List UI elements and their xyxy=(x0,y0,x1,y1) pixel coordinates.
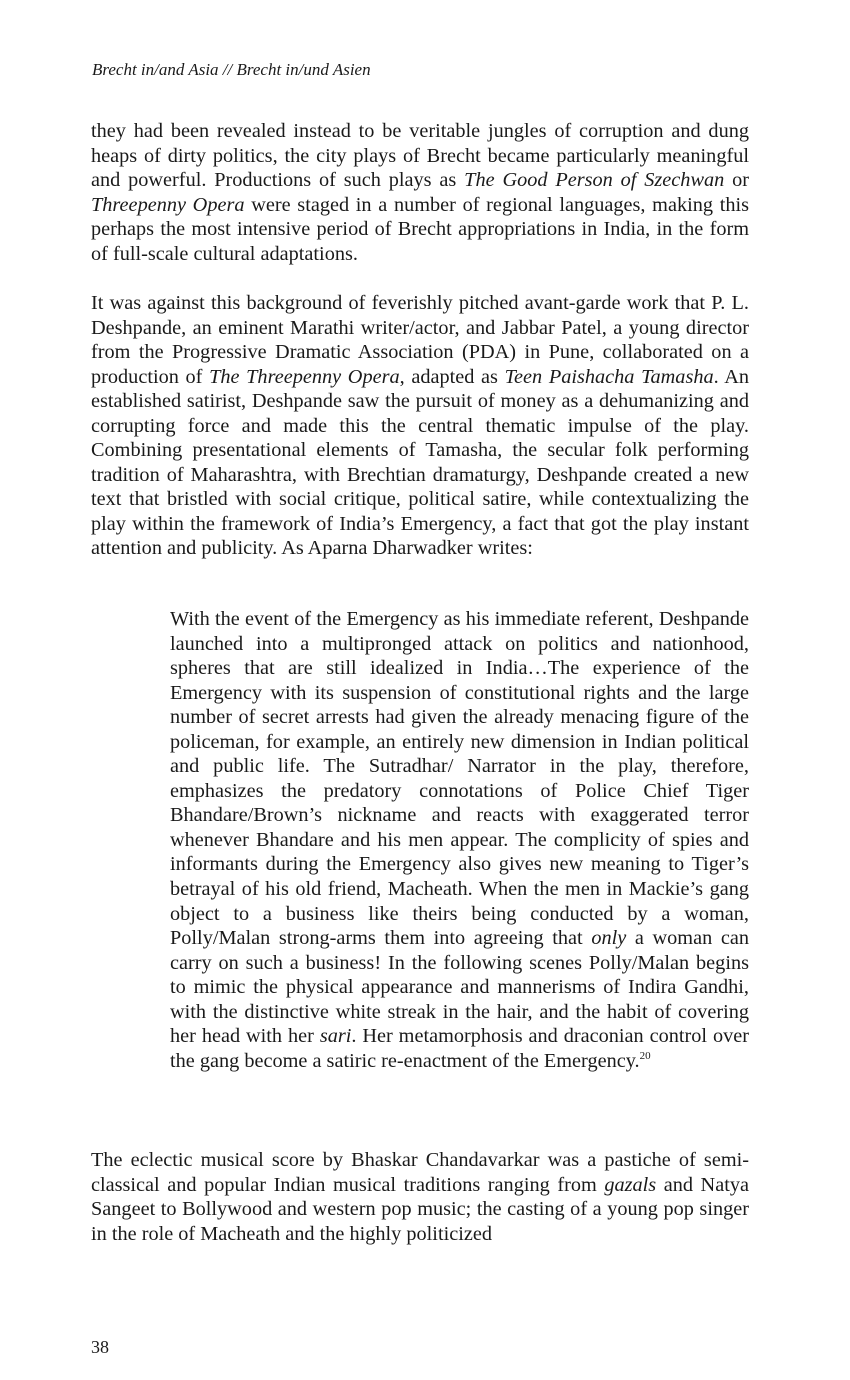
page-number: 38 xyxy=(91,1337,109,1357)
paragraph-text: , adapted as xyxy=(399,365,505,388)
play-title: Threepenny Opera xyxy=(91,193,245,216)
body-paragraph-2 xyxy=(91,291,749,561)
paragraph-text: they had been revealed instead to be veritable jungles of corruption and dung heaps of dirty politics, the city plays of Brecht became particularly meaningful and powerful. Productions of such plays as xyxy=(91,120,749,192)
paragraph-text: and Natya Sangeet to Bollywood and western pop music; the casting of a young pop singer in the role of Macheath and the highly politicized xyxy=(91,1173,749,1245)
paragraph-text: were staged in a number of regional languages, making this perhaps the most intensive period of Brecht appropriations in India, in the form of full-scale cultural adaptations. xyxy=(91,193,750,265)
quote-text: With the event of the Emergency as his immediate referent, Deshpande launched into a multipronged attack on politics and nationhood, spheres that are still idealized in India…The experience of the Emergency with its suspension of constitutional rights and the large number of secret arrests had given the already menacing figure of the policeman, for example, an entirely new dimension in Indian political and public life. The Sutradhar/ Narrator in the play, therefore, emphasizes the predatory connotations of Police Chief Tiger Bhandare/Brown’s nickname and reacts with exaggerated terror whenever Bhandare and his men appear. The complicity of spies and informants during the Emergency also gives new meaning to Tiger’s betrayal of his old friend, Macheath. When the men in Mackie’s gang object to a business like theirs being conducted by a woman, Polly/Malan strong-arms them into agreeing that xyxy=(170,608,749,950)
play-title: The Good Person of Szechwan xyxy=(464,169,725,192)
body-paragraph-3 xyxy=(91,1148,749,1246)
paragraph-text: or xyxy=(724,169,750,192)
emphasis: sari xyxy=(319,1025,352,1048)
emphasis: only xyxy=(591,927,627,950)
play-title: The Threepenny Opera xyxy=(209,365,400,388)
block-quote xyxy=(170,607,749,1073)
footnote-marker[interactable]: 20 xyxy=(639,1049,651,1062)
body-paragraph-1 xyxy=(91,119,749,266)
paragraph-text: . An established satirist, Deshpande saw the pursuit of money as a dehumanizing and corrupting force and made this the central thematic impulse of the play. Combining presentational elements of Tamasha, the secular folk performing tradition of Maharashtra, with Brechtian dramaturgy, Deshpande created a new text that bristled with social critique, political satire, while contextualizing the play within the framework of India’s Emergency, a fact that got the play instant attention and publicity. As Aparna Dharwadker writes: xyxy=(91,365,750,560)
quote-text: . Her metamorphosis and draconian control over the gang become a satiric re-enactment of the Emergency. xyxy=(170,1025,749,1072)
paragraph-text: The eclectic musical score by Bhaskar Chandavarkar was a pastiche of semi-classical and popular Indian musical traditions ranging from xyxy=(91,1149,749,1196)
paragraph-text: It was against this background of feverishly pitched avant-garde work that P. L. Deshpande, an eminent Marathi writer/actor, and Jabbar Patel, a young director from the Progressive Dramatic Association (PDA) in Pune, collaborated on a production of xyxy=(91,292,749,388)
emphasis: gazals xyxy=(604,1173,657,1196)
play-title: Teen Paishacha Tamasha xyxy=(504,365,714,388)
quote-text: a woman can carry on such a business! In the following scenes Polly/Malan begins to mimic the physical appearance and mannerisms of Indira Gandhi, with the distinctive white streak in the hair, and the habit of covering her head with her xyxy=(170,927,749,1048)
running-head: Brecht in/and Asia // Brecht in/und Asien xyxy=(92,60,371,79)
